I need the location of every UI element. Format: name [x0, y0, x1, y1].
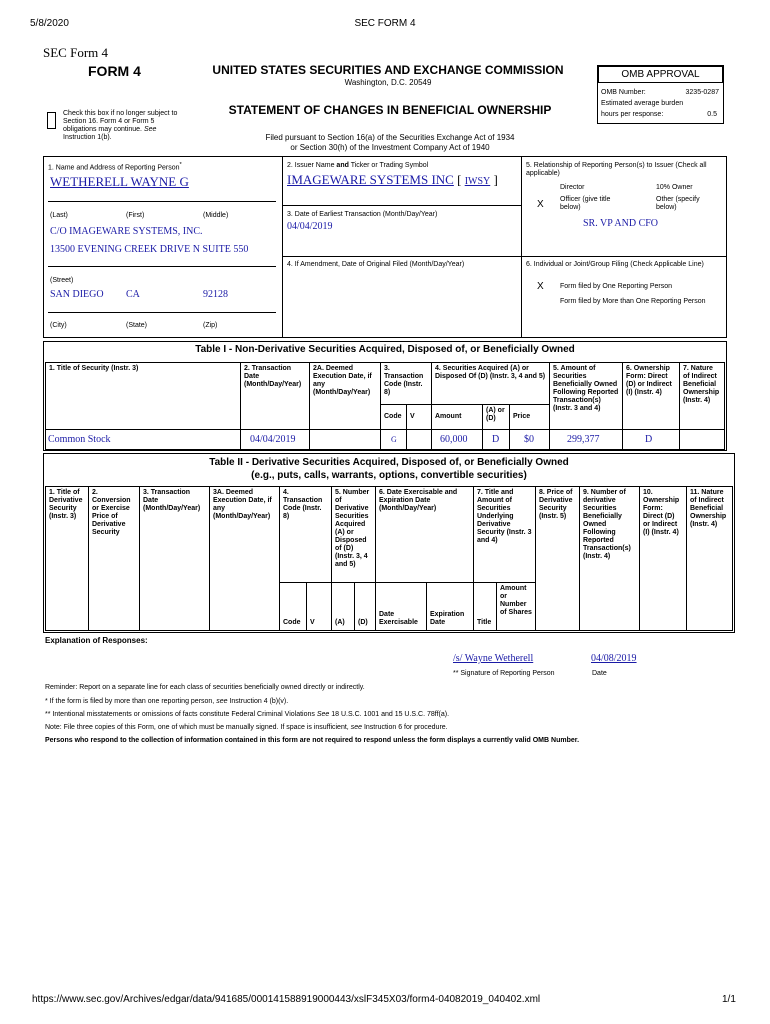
- t1-h4: 4. Securities Acquired (A) or Disposed Of (D) (Instr. 3, 4 and 5): [431, 362, 550, 405]
- other-label: Other (specify below): [656, 196, 700, 212]
- zip-value: 92128: [203, 289, 228, 300]
- box4-label: 4. If Amendment, Date of Original Filed (Month/Day/Year): [287, 261, 465, 268]
- t1-h2: 2. Transaction Date (Month/Day/Year): [240, 362, 310, 430]
- earliest-transaction-date: 04/04/2019: [287, 221, 333, 232]
- officer-label: Officer (give title below): [560, 196, 611, 212]
- t2-date-exercisable: Date Exercisable: [375, 582, 427, 631]
- address-line-1: C/O IMAGEWARE SYSTEMS, INC.: [50, 226, 203, 237]
- t1-code: Code: [380, 404, 407, 430]
- t1-h2a: 2A. Deemed Execution Date, if any (Month/Day/Year): [309, 362, 381, 430]
- t2-h5: 5. Number of Derivative Securities Acquired (A) or Disposed of (D) (Instr. 3, 4 and 5): [331, 486, 376, 583]
- t2-h3: 3. Transaction Date (Month/Day/Year): [139, 486, 210, 631]
- row-aord: D: [492, 434, 500, 445]
- row-ownership-form: D: [645, 434, 653, 445]
- t2-h3a: 3A. Deemed Execution Date, if any (Month/Day/Year): [209, 486, 280, 631]
- t2-h11: 11. Nature of Indirect Beneficial Ownership (Instr. 4): [686, 486, 733, 631]
- row-transaction-date: 04/04/2019: [250, 434, 296, 445]
- t2-amount: Amount or Number of Shares: [496, 582, 536, 631]
- state-label: (State): [126, 322, 148, 329]
- date-label: Date: [592, 670, 607, 677]
- t2-h10: 10. Ownership Form: Direct (D) or Indirect (I) (Instr. 4): [639, 486, 687, 631]
- t2-expiration: Expiration Date: [426, 582, 474, 631]
- street-label: (Street): [50, 277, 74, 284]
- one-person-label: Form filed by One Reporting Person: [560, 283, 673, 290]
- officer-title: SR. VP AND CFO: [583, 218, 659, 229]
- star-note-1: * If the form is filed by more than one reporting person, see Instruction 4 (b)(v).: [45, 698, 289, 705]
- address-line-2: 13500 EVENING CREEK DRIVE N SUITE 550: [50, 244, 249, 255]
- t2-title: Title: [473, 582, 497, 631]
- omb-approval-box: [597, 65, 724, 124]
- box1-label: 1. Name and Address of Reporting Person*: [48, 162, 182, 172]
- t1-amount: Amount: [431, 404, 483, 430]
- filed-line-2: or Section 30(h) of the Investment Company Act of 1940: [290, 143, 490, 152]
- owner10-label: 10% Owner: [656, 184, 693, 191]
- signature-name: /s/ Wayne Wetherell: [453, 653, 534, 664]
- city-value: SAN DIEGO: [50, 289, 104, 300]
- commission-name: UNITED STATES SECURITIES AND EXCHANGE COMMISSION: [212, 63, 564, 77]
- form-label: FORM 4: [88, 63, 141, 79]
- t2-h1: 1. Title of Derivative Security (Instr. 3): [45, 486, 89, 631]
- t2-h6: 6. Date Exercisable and Expiration Date (Month/Day/Year): [375, 486, 474, 583]
- omb-burden: 0.5: [707, 111, 717, 118]
- box6-label: 6. Individual or Joint/Group Filing (Check Applicable Line): [526, 261, 704, 268]
- omb-disclaimer: Persons who respond to the collection of information contained in this form are not required to respond unless the form displays a currently valid OMB Number.: [45, 737, 580, 744]
- city-label: (City): [50, 322, 67, 329]
- explanation-label: Explanation of Responses:: [45, 636, 148, 645]
- issuer-name[interactable]: IMAGEWARE SYSTEMS INC [ IWSY ]: [287, 172, 498, 187]
- row-amount: 60,000: [440, 434, 468, 445]
- print-title: SEC FORM 4: [354, 18, 416, 29]
- last-label: (Last): [50, 212, 68, 219]
- more-persons-label: Form filed by More than One Reporting Person: [560, 298, 706, 305]
- t1-v: V: [406, 404, 432, 430]
- middle-label: (Middle): [203, 212, 229, 219]
- t2-d: (D): [354, 582, 376, 631]
- omb-burden-label: Estimated average burden: [601, 100, 684, 107]
- t2-h4: 4. Transaction Code (Instr. 8): [279, 486, 332, 583]
- reporting-person-name[interactable]: WETHERELL WAYNE G: [50, 174, 189, 189]
- box5-label: 5. Relationship of Reporting Person(s) to Issuer (Check all applicable): [526, 162, 707, 178]
- t1-aord: (A) or (D): [482, 404, 510, 430]
- t2-v: V: [306, 582, 332, 631]
- t2-h8: 8. Price of Derivative Security (Instr. 5): [535, 486, 580, 631]
- t2-h9: 9. Number of derivative Securities Beneficially Owned Following Reported Transaction(s) (Instr. 4): [579, 486, 640, 631]
- footer-url[interactable]: https://www.sec.gov/Archives/edgar/data/941685/000141588919000443/xslF345X03/form4-04082019_040402.xml: [32, 994, 541, 1005]
- zip-label: (Zip): [203, 322, 218, 329]
- doc-title: SEC Form 4: [43, 45, 109, 60]
- commission-city: Washington, D.C. 20549: [344, 78, 432, 87]
- table2-title-1: Table II - Derivative Securities Acquired, Disposed of, or Beneficially Owned: [209, 457, 569, 468]
- first-label: (First): [126, 212, 145, 219]
- t2-h2: 2. Conversion or Exercise Price of Derivative Security: [88, 486, 140, 631]
- box2-label: 2. Issuer Name and Ticker or Trading Symbol: [287, 162, 429, 169]
- filed-line-1: Filed pursuant to Section 16(a) of the Securities Exchange Act of 1934: [265, 133, 515, 142]
- state-value: CA: [126, 289, 140, 300]
- t1-h6: 6. Ownership Form: Direct (D) or Indirect (I) (Instr. 4): [622, 362, 680, 430]
- row-owned: 299,377: [567, 434, 600, 445]
- box3-label: 3. Date of Earliest Transaction (Month/Day/Year): [287, 211, 438, 218]
- t1-h1: 1. Title of Security (Instr. 3): [45, 362, 241, 430]
- print-date: 5/8/2020: [30, 18, 69, 29]
- omb-hours-label: hours per response:: [601, 111, 664, 118]
- officer-x-mark[interactable]: X: [537, 199, 544, 210]
- t1-h3: 3. Transaction Code (Instr. 8): [380, 362, 432, 405]
- statement-title: STATEMENT OF CHANGES IN BENEFICIAL OWNERSHIP: [228, 103, 552, 117]
- t2-h7: 7. Title and Amount of Securities Underlying Derivative Security (Instr. 3 and 4): [473, 486, 536, 583]
- omb-title: OMB APPROVAL: [598, 66, 723, 83]
- no-longer-subject-checkbox[interactable]: [47, 112, 56, 129]
- row-security-title: Common Stock: [48, 434, 111, 445]
- omb-number: 3235-0287: [685, 89, 719, 96]
- row-price: $0: [524, 434, 534, 445]
- page-number: 1/1: [722, 994, 736, 1005]
- omb-number-label: OMB Number:: [601, 89, 646, 96]
- one-person-x-mark[interactable]: X: [537, 281, 544, 292]
- t1-h5: 5. Amount of Securities Beneficially Owned Following Reported Transaction(s) (Instr. 3 and 4): [549, 362, 623, 430]
- table1-title: Table I - Non-Derivative Securities Acquired, Disposed of, or Beneficially Owned: [195, 344, 575, 355]
- table2-title-2: (e.g., puts, calls, warrants, options, convertible securities): [251, 470, 527, 481]
- t1-h7: 7. Nature of Indirect Beneficial Ownership (Instr. 4): [679, 362, 725, 430]
- checkbox-label: Check this box if no longer subject to Section 16. Form 4 or Form 5 obligations may continue. See Instruction 1(b).: [63, 110, 178, 142]
- signature-date: 04/08/2019: [591, 653, 637, 664]
- star-note-2: ** Intentional misstatements or omissions of facts constitute Federal Criminal Violations See 18 U.S.C. 1001 and 15 U.S.C. 78ff(a).: [45, 711, 450, 718]
- reminder-note: Reminder: Report on a separate line for each class of securities beneficially owned directly or indirectly.: [45, 684, 365, 691]
- t2-a: (A): [331, 582, 355, 631]
- t2-code: Code: [279, 582, 307, 631]
- signature-label: ** Signature of Reporting Person: [453, 670, 555, 677]
- row-code: G: [391, 435, 397, 444]
- t1-price: Price: [509, 404, 550, 430]
- file-note: Note: File three copies of this Form, one of which must be manually signed. If space is insufficient, see Instruction 6 for procedure.: [45, 724, 448, 731]
- director-label: Director: [560, 184, 585, 191]
